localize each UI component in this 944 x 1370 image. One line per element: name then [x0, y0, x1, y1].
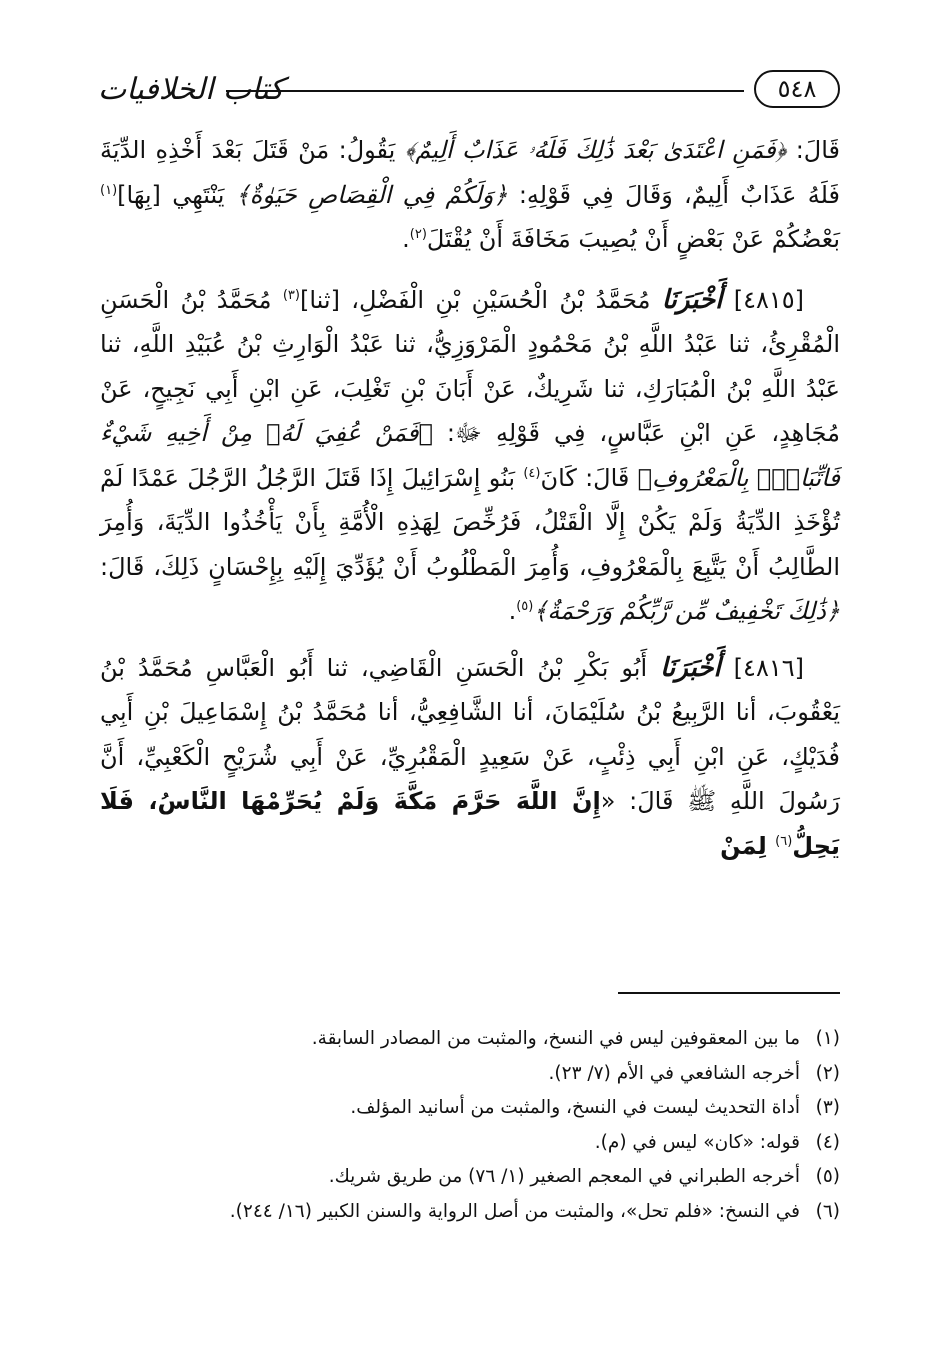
hadith-text: لِمَنْ	[720, 831, 776, 860]
footnote-text: أخرجه الطبراني في المعجم الصغير (١/ ٧٦) من طريق شريك.	[328, 1166, 800, 1188]
footnote-text: أداة التحديث ليست في النسخ، والمثبت من أسانيد المؤلف.	[350, 1097, 800, 1119]
footnote-text: قوله: «كان» ليس في (م).	[594, 1131, 800, 1153]
hadith-text: إِنَّ اللَّهَ حَرَّمَ مَكَّةَ وَلَمْ يُحَرِّمْهَا النَّاسُ، فَلَا يَحِلُّ	[100, 787, 840, 860]
page-number: ٥٤٨	[754, 70, 840, 108]
text-segment: مُحَمَّدُ بْنُ الْحَسَنِ الْمُقْرِئُ، ثنا عَبْدُ اللَّهِ بْنُ مَحْمُودٍ الْمَرْوَزِيُّ، ثنا عَبْدُ الْوَارِثِ بْنُ عُبَيْدِ اللَّهِ، ثنا عَبْدُ اللَّهِ بْنُ الْمُبَارَكِ، ثنا شَرِيكٌ، عَنْ أَبَانَ بْنِ تَغْلِبَ، عَنِ ابْنِ أَبِي نَجِيحٍ، عَنْ مُجَاهِدٍ، عَنِ ابْنِ عَبَّاسٍ، فِي قَوْلِهِ ﷻ:	[100, 285, 840, 447]
footnote-text: في النسخ: «فلم تحل»، والمثبت من أصل الرواية والسنن الكبير (١٦/ ٢٤٤).	[229, 1200, 800, 1222]
footnote-item	[130, 1126, 840, 1161]
text-segment: قَالَ:	[786, 136, 841, 164]
text-segment: بَنُو إِسْرَائِيلَ إِذَا قَتَلَ الرَّجُلُ الرَّجُلَ عَمْدًا لَمْ تُؤْخَذِ الدِّيَةُ وَلَمْ يَكُنْ إِلَّا الْقَتْلُ، فَرُخِّصَ لِهَذِهِ الْأُمَّةِ بِأَنْ يَأْخُذُوا الدِّيَةَ، وَأُمِرَ الطَّالِبُ أَنْ يَتَّبِعَ بِالْمَعْرُوفِ، وَأُمِرَ الْمَطْلُوبُ أَنْ يُؤَدِّيَ إِلَيْهِ بِإِحْسَانٍ ذَلِكَ، قَالَ:	[100, 463, 840, 581]
footnote-number: (٣)	[815, 1097, 840, 1119]
paragraph-continuation	[100, 128, 840, 262]
hadith-4815	[100, 278, 840, 634]
footnote-item	[130, 1057, 840, 1092]
text-segment: يَقُولُ: مَنْ قَتَلَ بَعْدَ أَخْذِهِ الدِّيَةَ فَلَهُ عَذَابٌ أَلِيمٌ، وَقَالَ فِي قَوْلِهِ:	[100, 136, 841, 209]
hadith-4816	[100, 646, 840, 869]
text-segment: يَنْتَهِي [بِهَا]	[117, 180, 236, 209]
footnote-number: (٤)	[815, 1131, 840, 1153]
footnote-number: (٢)	[815, 1062, 840, 1084]
footnote-ref: (٥)	[516, 599, 534, 614]
quran-verse: ﴿فَمَنْ عُفِيَ لَهُۥ مِنْ أَخِيهِ شَيْءٌ فَاتِّبَاعٌۢ بِالْمَعْرُوفِ﴾	[100, 419, 841, 492]
text-segment: بَعْضُكُمْ عَنْ بَعْضٍ أَنْ يُصِيبَ مَخَافَةَ أَنْ يُقْتَلَ	[426, 225, 840, 253]
text-segment: .	[402, 225, 410, 253]
page-header	[98, 68, 840, 118]
akhbarana-word: أَخْبَرَنَا	[660, 652, 721, 683]
footnote-item	[130, 1160, 840, 1195]
header-rule	[226, 90, 744, 92]
text-segment: قَالَ: كَانَ	[540, 463, 638, 492]
footnote-separator	[618, 992, 840, 994]
text-segment: .	[508, 597, 517, 625]
footnote-text: أخرجه الشافعي في الأم (٧/ ٢٣).	[548, 1062, 800, 1084]
footnote-number: (٦)	[815, 1200, 840, 1222]
footnote-item	[130, 1091, 840, 1126]
footnote-ref: (٦)	[775, 833, 793, 849]
footnotes-list	[130, 1022, 840, 1230]
text-segment: مُحَمَّدُ بْنُ الْحُسَيْنِ بْنِ الْفَضْلِ، [ثنا]	[299, 285, 662, 314]
footnote-ref: (٤)	[523, 465, 541, 481]
hadith-number: [٤٨١٥]	[733, 285, 805, 314]
footnote-text: ما بين المعقوفين ليس في النسخ، والمثبت من المصادر السابقة.	[311, 1028, 800, 1049]
quran-verse: ﴿ذَٰلِكَ تَخْفِيفٌ مِّن رَّبِّكُمْ وَرَحْمَةٌ﴾	[533, 597, 840, 625]
quran-verse: ﴿فَمَنِ اعْتَدَىٰ بَعْدَ ذَٰلِكَ فَلَهُۥ عَذَابٌ أَلِيمٌ﴾	[404, 136, 787, 164]
akhbarana-word: أَخْبَرَنَا	[661, 284, 723, 315]
footnote-number: (١)	[815, 1028, 840, 1049]
footnote-item	[130, 1195, 840, 1230]
footnote-ref: (١)	[100, 182, 118, 198]
quran-verse: ﴿وَلَكُمْ فِي الْقِصَاصِ حَيَوٰةٌ﴾	[235, 180, 508, 209]
footnote-ref: (٣)	[282, 287, 300, 303]
footnote-number: (٥)	[815, 1166, 840, 1188]
book-title: كتاب الخلافيات	[98, 72, 284, 107]
text-segment: أَبُو بَكْرِ بْنُ الْحَسَنِ الْقَاضِي، ثنا أَبُو الْعَبَّاسِ مُحَمَّدُ بْنُ يَعْقُوبَ، أنا الرَّبِيعُ بْنُ سُلَيْمَانَ، أنا الشَّافِعِيُّ، أنا مُحَمَّدُ بْنُ إِسْمَاعِيلَ بْنِ أَبِي فُدَيْكٍ، عَنِ ابْنِ أَبِي ذِئْبٍ، عَنْ سَعِيدٍ الْمَقْبُرِيِّ، عَنْ أَبِي شُرَيْحٍ الْكَعْبِيِّ، أَنَّ رَسُولَ اللَّهِ ﷺ قَالَ: «	[100, 653, 841, 815]
footnote-item	[130, 1022, 840, 1057]
main-text	[100, 128, 840, 880]
hadith-number: [٤٨١٦]	[733, 653, 804, 682]
footnote-ref: (٢)	[409, 227, 427, 242]
